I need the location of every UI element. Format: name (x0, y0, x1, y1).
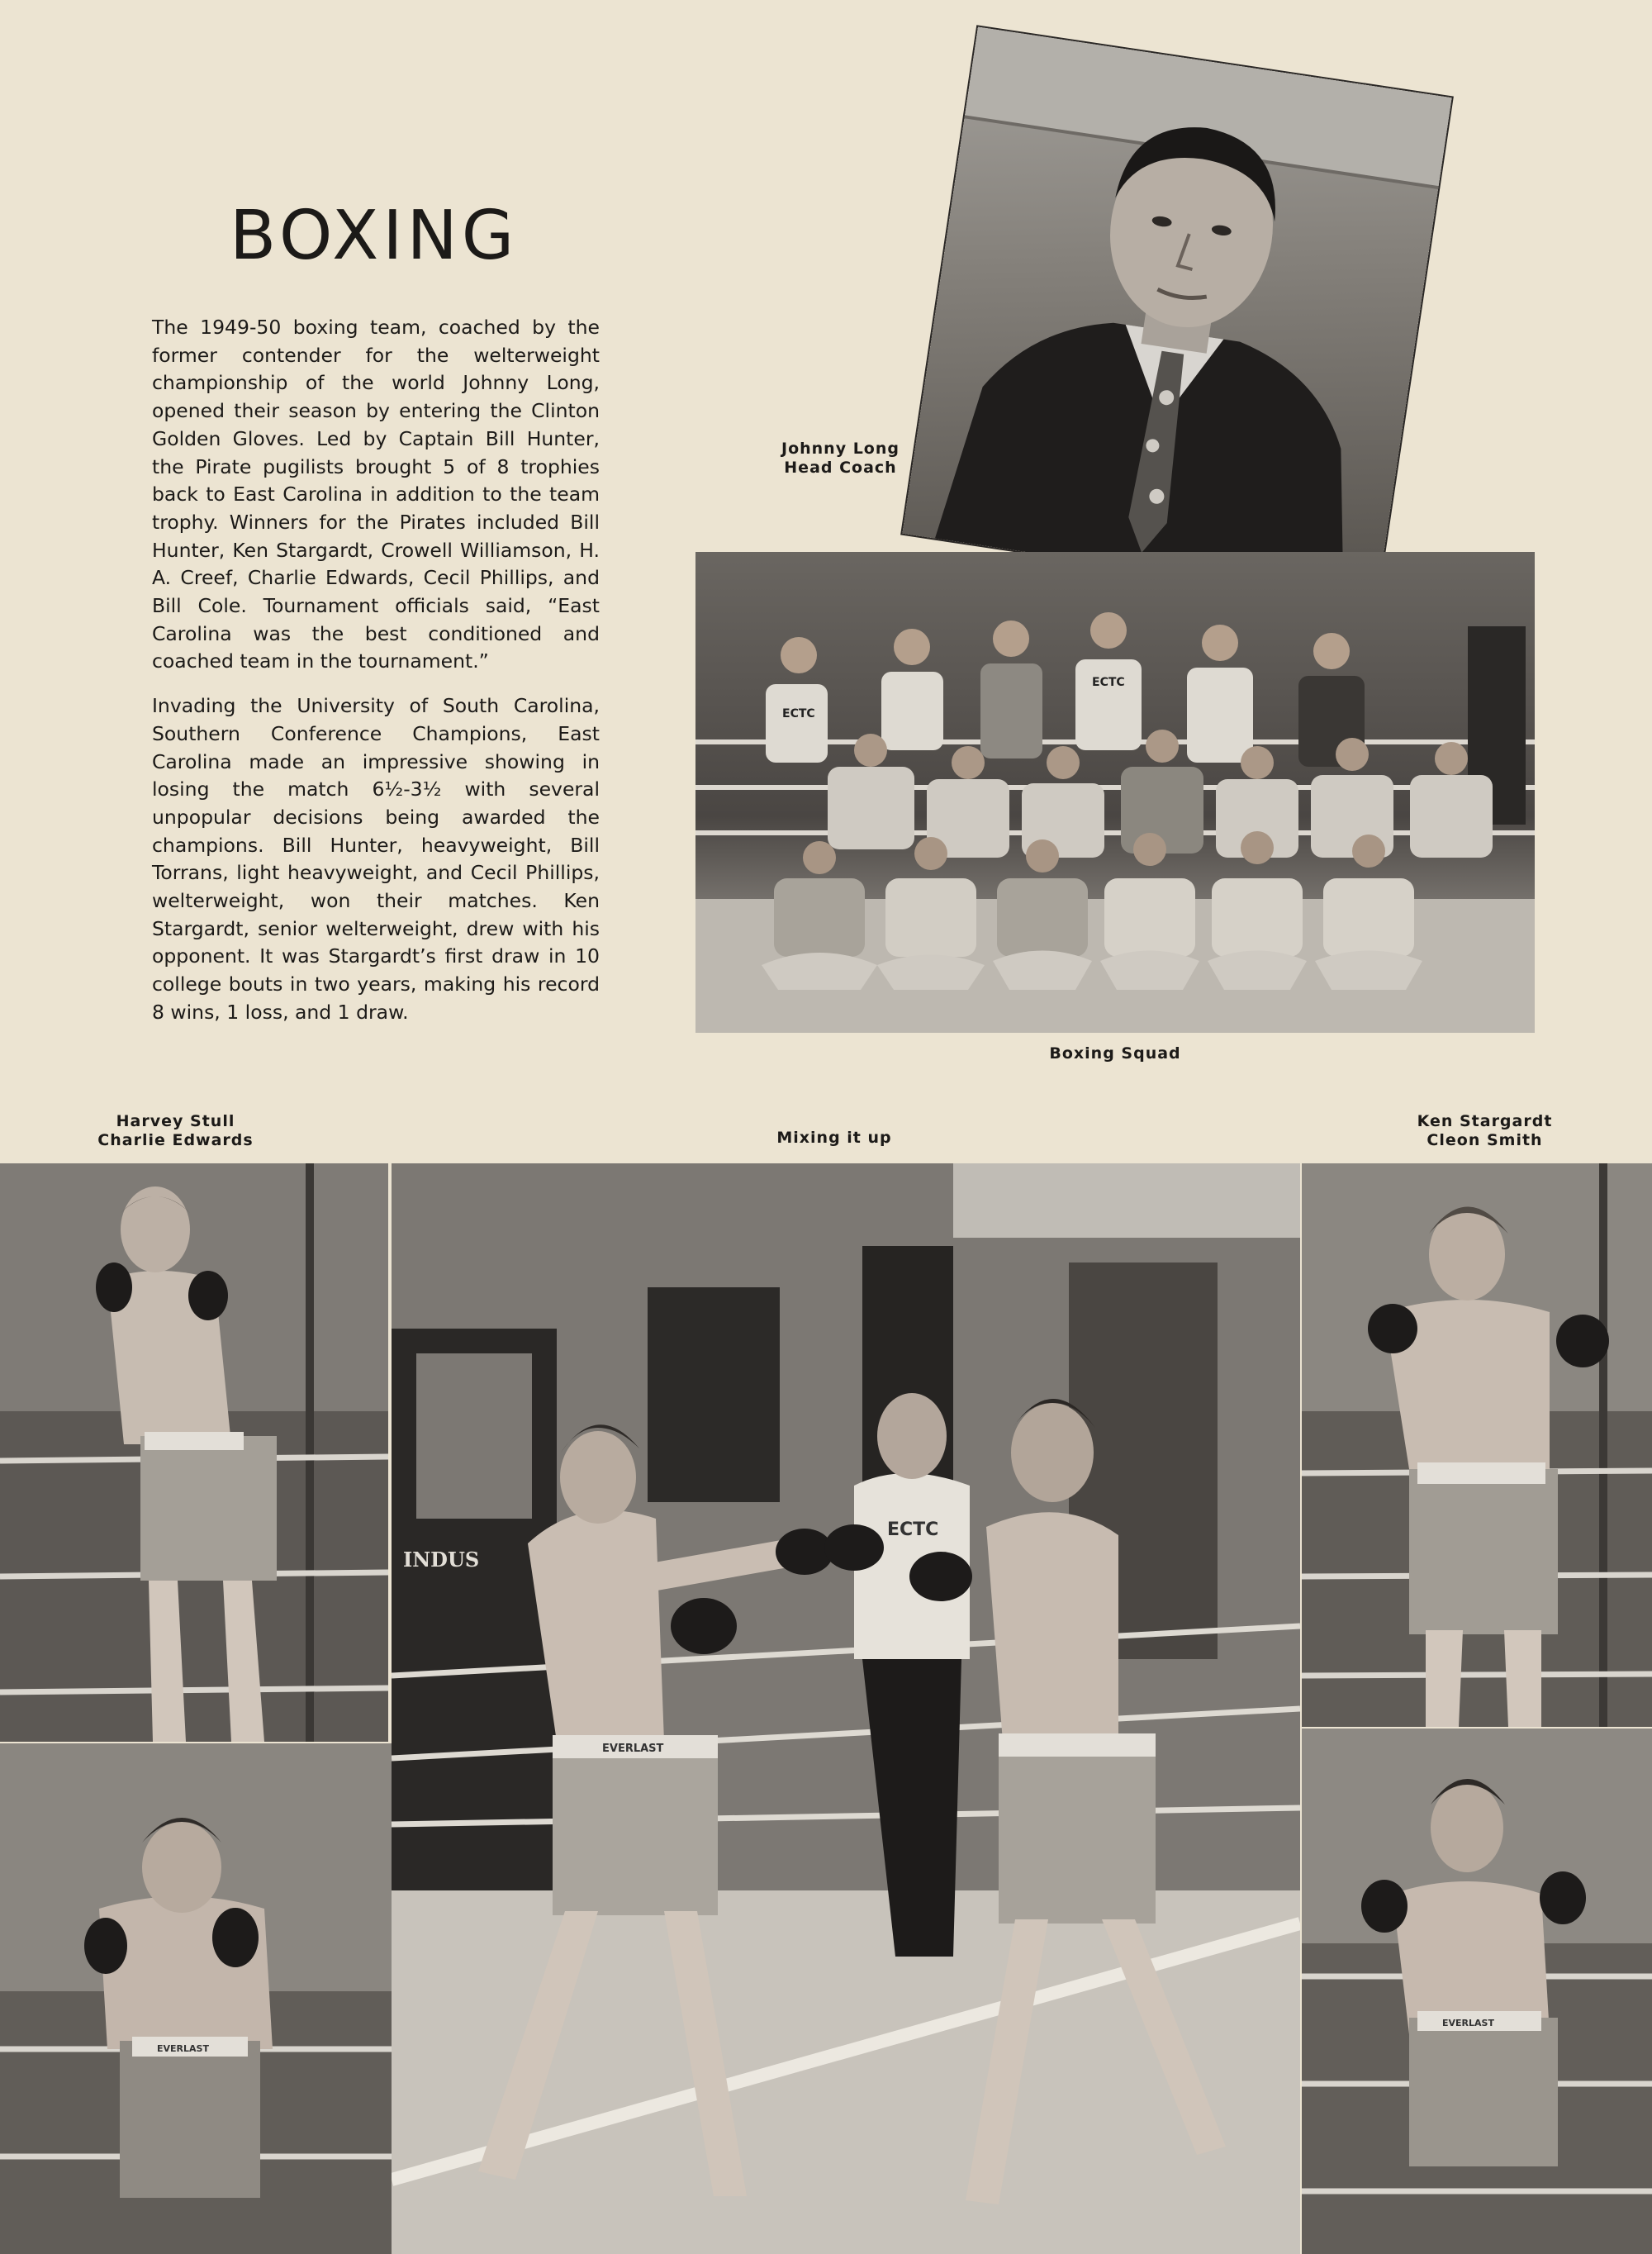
right-pair-name-2: Cleon Smith (1427, 1131, 1543, 1149)
left-pair-caption (74, 1112, 277, 1150)
right-trunks-brand: EVERLAST (1442, 2018, 1494, 2028)
boxer-graphic-2 (0, 1743, 393, 2254)
coach-role: Head Coach (784, 459, 897, 477)
paragraph-1: The 1949-50 boxing team, coached by the former contender for the welterweight championship of the world Johnny Long, opened their season by entering the Clinton Golden Gloves. Led by Captain Bill Hunter, the Pirate pugilists brought 5 of 8 trophies back to East Carolina in addition to the team trophy. Winners for the Pirates included Bill Hunter, Ken Stargardt, Crowell Williamson, H. A. Creef, Charlie Edwards, Cecil Phillips, and Bill Cole. Tournament officials said, “East Carolina was the best conditioned and coached team in the tournament.” (152, 316, 600, 673)
squad-shirt-text: ECTC (782, 707, 815, 720)
squad-graphic (695, 552, 1535, 1033)
page-title: BOXING (230, 197, 519, 275)
center-trunks-brand: EVERLAST (602, 1743, 664, 1755)
coach-photo (902, 27, 1451, 605)
boxer-graphic-4 (1302, 1729, 1652, 2254)
ken-stargardt-photo (1302, 1163, 1652, 1727)
boxing-squad-photo (695, 552, 1535, 1033)
sparring-graphic (392, 1163, 1300, 2254)
boxer-graphic-1 (0, 1163, 388, 1742)
charlie-edwards-photo (0, 1743, 393, 2254)
left-pair-name-2: Charlie Edwards (97, 1131, 254, 1149)
wall-sign: INDUS (403, 1548, 480, 1572)
coach-caption (760, 440, 921, 478)
center-caption: Mixing it up (776, 1129, 892, 1147)
article-body (152, 314, 600, 1044)
squad-shirt-text-2: ECTC (1092, 676, 1125, 689)
cleon-smith-photo (1302, 1729, 1652, 2254)
left-trunks-brand: EVERLAST (157, 2043, 209, 2054)
harvey-stull-photo (0, 1163, 388, 1742)
referee-shirt-text: ECTC (887, 1519, 939, 1540)
boxer-graphic-3 (1302, 1163, 1652, 1727)
mixing-it-up-photo (392, 1163, 1300, 2254)
left-pair-name-1: Harvey Stull (116, 1112, 235, 1130)
squad-caption: Boxing Squad (1049, 1044, 1181, 1063)
paragraph-2: Invading the University of South Carolina, Southern Conference Champions, East Carolina made an impressive showing in losing the match 6½-3½ with several unpopular decisions being awarded the champions. Bill Hunter, heavyweight, Bill Torrans, light heavyweight, and Cecil Phillips, welterweight, won their matches. Ken Stargardt, senior welterweight, drew with his opponent. It was Stargardt’s first draw in 10 college bouts in two years, making his record 8 wins, 1 loss, and 1 draw. (152, 694, 600, 1024)
right-pair-name-1: Ken Stargardt (1417, 1112, 1553, 1130)
right-pair-caption (1388, 1112, 1582, 1150)
coach-name: Johnny Long (781, 440, 900, 458)
coach-portrait-graphic (902, 27, 1451, 605)
